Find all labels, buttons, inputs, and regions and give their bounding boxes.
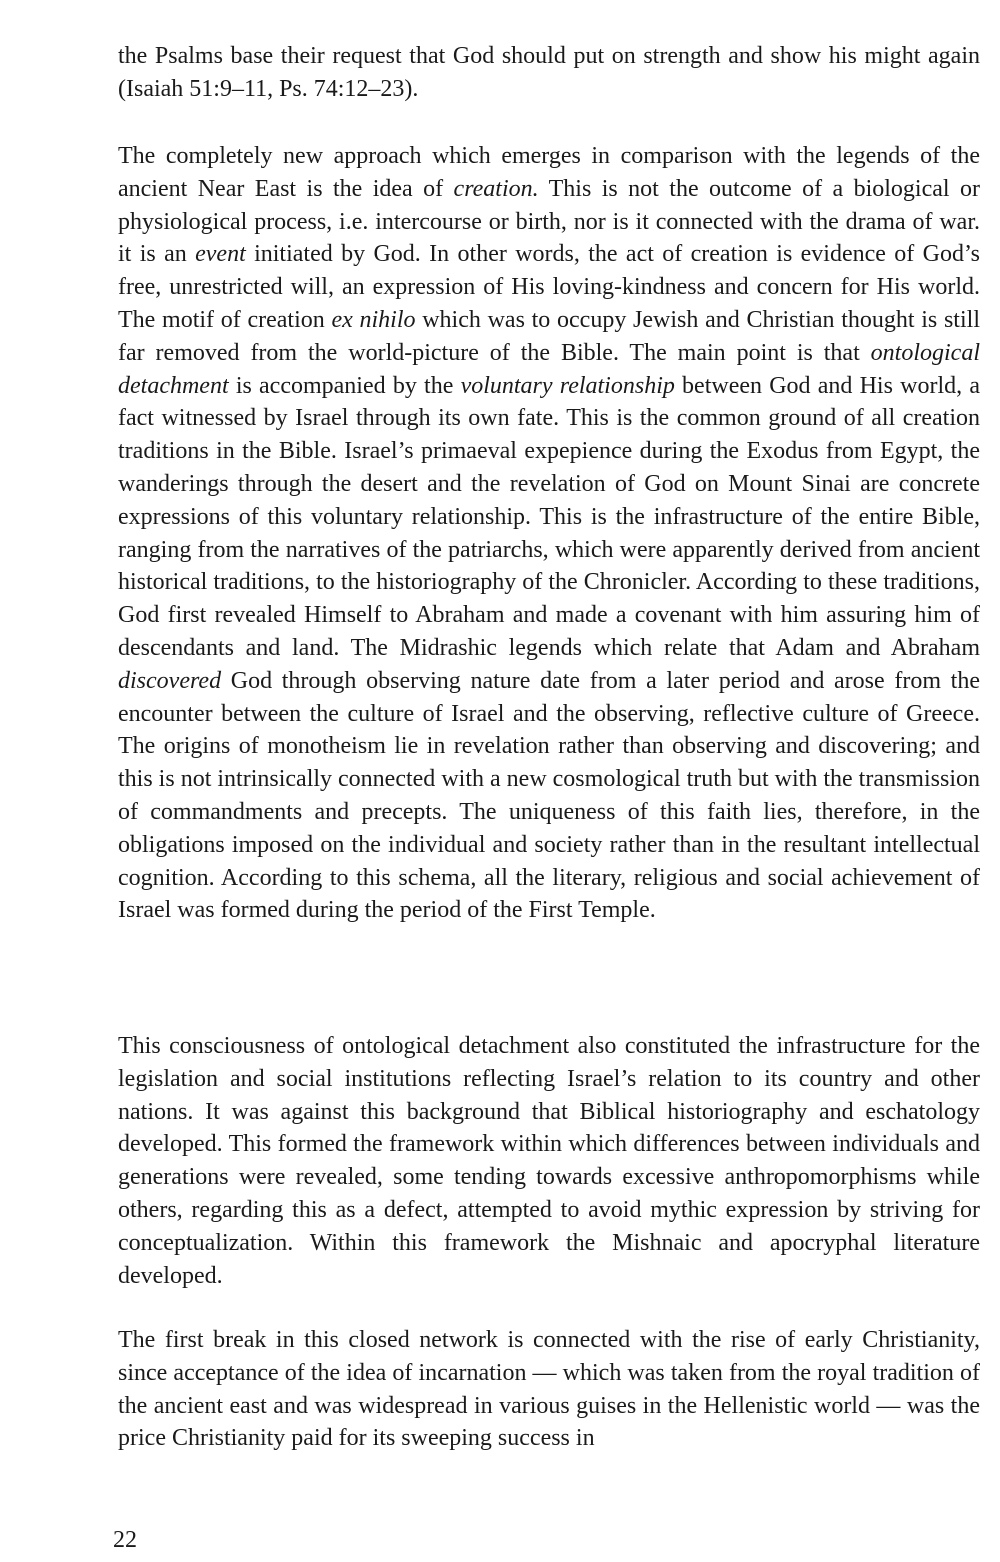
paragraph xyxy=(118,140,980,927)
page-number: 22 xyxy=(113,1527,137,1553)
text-run: God through observing nature date from a later period and arose from the encounter between the culture of Israel and the observing, reflective culture of Greece. The origins of monotheism lie in revelation rather than observing and discovering; and this is not intrinsically connected with a new cosmological truth but with the transmission of commandments and precepts. The uniqueness of this faith lies, therefore, in the obligations imposed on the individual and society rather than in the resultant intellectual cognition. According to this schema, all the literary, religious and social achievement of Israel was formed during the period of the First Temple. xyxy=(118,667,980,924)
italic-text: event xyxy=(195,241,246,268)
paragraph xyxy=(118,40,980,106)
text-run: This is not the outcome of a biological or physiological process, i.e. intercourse or birth, nor is it connected with the drama of war. it is an xyxy=(118,175,980,268)
italic-text: discovered xyxy=(118,667,222,694)
paragraph xyxy=(118,1030,980,1292)
italic-text: voluntary relationship xyxy=(460,372,675,399)
italic-text: ontological detachment xyxy=(118,339,980,399)
italic-text: creation. xyxy=(453,175,539,202)
text-run: The first break in this closed network is connected with the rise of early Christianity, since acceptance of the idea of incarnation — which was taken from the royal tradition of the ancient east and was widespread in various guises in the Hellenistic world — was the price Christianity paid for its sweeping success in xyxy=(118,1327,980,1452)
text-run: is accompanied by the xyxy=(228,372,461,399)
text-run: which was to occupy Jewish and Christian thought is still far removed from the world-picture of the Bible. The main point is that xyxy=(118,306,980,366)
text-run: This consciousness of ontological detachment also constituted the infrastructure for the legislation and social institutions reflecting Israel’s relation to its country and other nations. It was against this background that Biblical historiography and eschatology developed. This formed the framework within which differences between individuals and generations were revealed, some tending towards excessive anthropomorphisms while others, regarding this as a defect, attempted to avoid mythic expression by striving for conceptualization. Within this framework the Mishnaic and apocryphal literature developed. xyxy=(118,1033,980,1289)
text-run: initiated by God. In other words, the act of creation is evidence of God’s free, unrestricted will, an expression of His loving-kindness and concern for His world. The motif of creation xyxy=(118,241,981,333)
paragraph xyxy=(118,1324,980,1455)
text-run: between God and His world, a fact witnessed by Israel through its own fate. This is the common ground of all creation traditions in the Bible. Israel’s primaeval expepience during the Exodus from Egypt, the wanderings through the desert and the revelation of God on Mount Sinai are concrete expressions of this voluntary relationship. This is the infrastructure of the entire Bible, ranging from the narratives of the patriarchs, which were apparently derived from ancient historical traditions, to the historiography of the Chronicler. According to these traditions, God first revealed Himself to Abraham and made a covenant with him assuring him of descendants and land. The Midrashic legends which relate that Adam and Abraham xyxy=(118,372,980,661)
text-run: The completely new approach which emerges in comparison with the legends of the ancient Near East is the idea of xyxy=(118,143,980,202)
italic-text: ex nihilo xyxy=(331,306,416,333)
text-run: the Psalms base their request that God should put on strength and show his might again (Isaiah 51:9–11, Ps. 74:12–23). xyxy=(118,43,980,102)
